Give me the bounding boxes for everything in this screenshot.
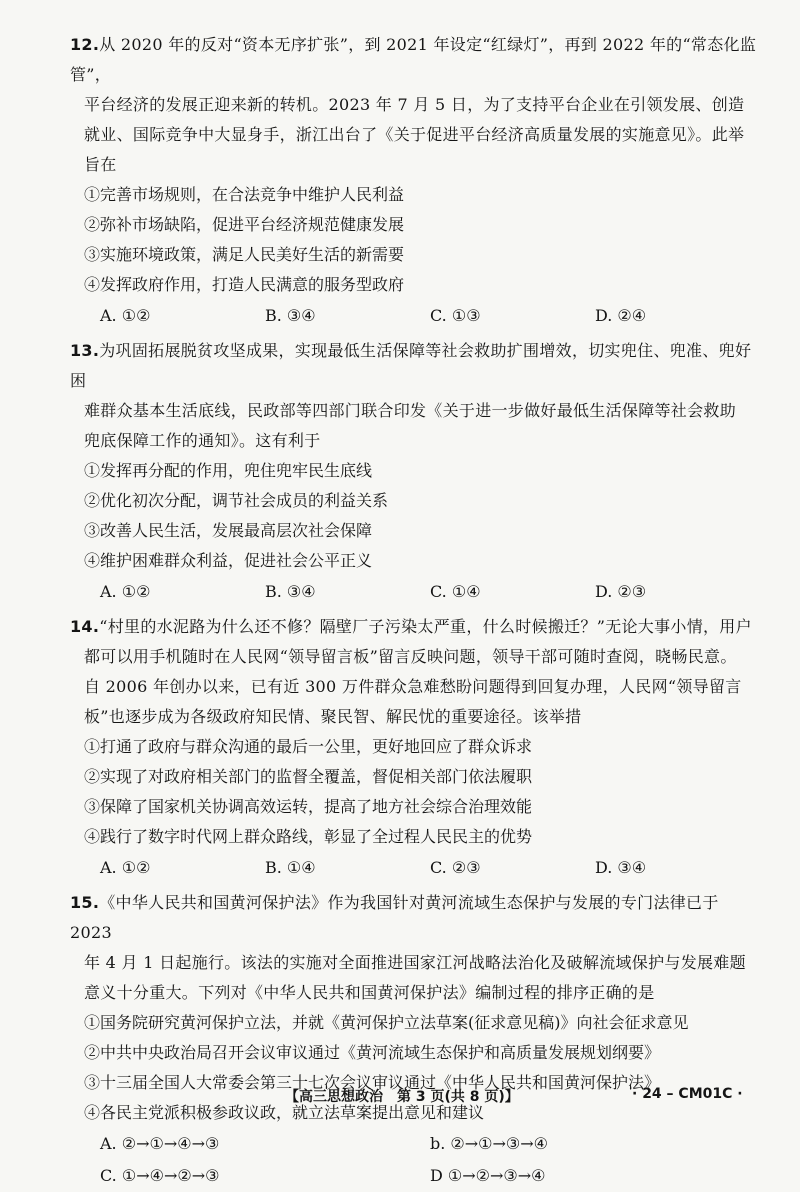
question-13	[70, 336, 760, 608]
choice-b: B. ③④	[265, 582, 316, 601]
option-item: ③实施环境政策，满足人民美好生活的新需要	[84, 245, 405, 264]
stem-line: 板”也逐步成为各级政府知民情、聚民智、解民忧的重要途径。该举措	[84, 707, 582, 726]
option-item: ②中共中央政治局召开会议审议通过《黄河流域生态保护和高质量发展规划纲要》	[84, 1043, 661, 1062]
option-item: ②优化初次分配，调节社会成员的利益关系	[84, 491, 389, 510]
choice-a: A. ①②	[100, 858, 151, 877]
choice-a: A. ①②	[100, 582, 151, 601]
choice-c: C. ②③	[430, 858, 481, 877]
choice-b: b. ②→①→③→④	[430, 1134, 549, 1153]
choice-a: A. ①②	[100, 306, 151, 325]
paper-code: · 24 – CM01C ·	[632, 1086, 743, 1102]
stem-line: 年 4 月 1 日起施行。该法的实施对全面推进国家江河战略法治化及破解流域保护与发展难题	[84, 953, 746, 972]
question-number: 12.	[70, 35, 100, 54]
option-item: ④践行了数字时代网上群众路线，彰显了全过程人民民主的优势	[84, 827, 533, 846]
choice-b: B. ③④	[265, 306, 316, 325]
stem-line: 意义十分重大。下列对《中华人民共和国黄河保护法》编制过程的排序正确的是	[84, 983, 655, 1002]
option-item: ③十三届全国人大常委会第三十七次会议审议通过《中华人民共和国黄河保护法》	[84, 1073, 661, 1092]
stem-line: 自 2006 年创办以来，已有近 300 万件群众急难愁盼问题得到回复办理，人民网“领导留言	[84, 677, 742, 696]
choice-d: D. ②④	[595, 306, 647, 325]
question-stem	[70, 888, 760, 948]
option-item: ①完善市场规则，在合法竞争中维护人民利益	[84, 185, 405, 204]
choice-d: D. ②③	[595, 582, 647, 601]
question-number: 15.	[70, 893, 100, 912]
question-14	[70, 612, 760, 884]
stem-line: 就业、国际竞争中大显身手，浙江出台了《关于促进平台经济高质量发展的实施意见》。此举	[84, 125, 745, 144]
choice-c: C. ①→④→②→③	[100, 1166, 220, 1185]
stem-line: 从 2020 年的反对“资本无序扩张”，到 2021 年设定“红绿灯”，再到 2022 年的“常态化监管”，	[70, 35, 757, 84]
option-item: ①发挥再分配的作用，兜住兜牢民生底线	[84, 461, 373, 480]
choice-d: D. ③④	[595, 858, 647, 877]
choice-a: A. ②→①→④→③	[100, 1134, 220, 1153]
answer-choices	[70, 576, 760, 608]
choice-c: C. ①③	[430, 306, 481, 325]
stem-line: 旨在	[84, 155, 117, 174]
option-item: ③保障了国家机关协调高效运转，提高了地方社会综合治理效能	[84, 797, 533, 816]
choice-d: D ①→②→③→④	[430, 1166, 546, 1185]
question-12	[70, 30, 760, 332]
option-item: ④各民主党派积极参政议政，就立法草案提出意见和建议	[84, 1103, 485, 1122]
stem-line: 难群众基本生活底线，民政部等四部门联合印发《关于进一步做好最低生活保障等社会救助	[84, 401, 737, 420]
option-item: ②实现了对政府相关部门的监督全覆盖，督促相关部门依法履职	[84, 767, 533, 786]
option-item: ④维护困难群众利益，促进社会公平正义	[84, 551, 373, 570]
answer-choices	[70, 852, 760, 884]
choice-b: B. ①④	[265, 858, 316, 877]
option-item: ①国务院研究黄河保护立法，并就《黄河保护立法草案(征求意见稿)》向社会征求意见	[84, 1013, 689, 1032]
question-stem	[70, 612, 760, 642]
question-stem	[70, 30, 760, 90]
option-item: ①打通了政府与群众沟通的最后一公里，更好地回应了群众诉求	[84, 737, 533, 756]
option-item: ④发挥政府作用，打造人民满意的服务型政府	[84, 275, 405, 294]
question-number: 13.	[70, 341, 100, 360]
stem-line: 平台经济的发展正迎来新的转机。2023 年 7 月 5 日，为了支持平台企业在引领发展、创造	[84, 95, 745, 114]
stem-line: 《中华人民共和国黄河保护法》作为我国针对黄河流域生态保护与发展的专门法律已于 2023	[70, 893, 719, 942]
question-15	[70, 888, 760, 1192]
option-item: ③改善人民生活，发展最高层次社会保障	[84, 521, 373, 540]
answer-choices	[70, 1128, 760, 1192]
stem-line: “村里的水泥路为什么还不修？隔壁厂子污染太严重，什么时候搬迁？”无论大事小情，用户	[99, 617, 752, 636]
stem-line: 都可以用手机随时在人民网“领导留言板”留言反映问题，领导干部可随时查阅，晓畅民意。	[84, 647, 737, 666]
question-stem	[70, 336, 760, 396]
choice-c: C. ①④	[430, 582, 481, 601]
option-item: ②弥补市场缺陷，促进平台经济规范健康发展	[84, 215, 405, 234]
stem-line: 为巩固拓展脱贫攻坚成果，实现最低生活保障等社会救助扩围增效，切实兜住、兜准、兜好困	[70, 341, 752, 390]
question-number: 14.	[70, 617, 100, 636]
answer-choices	[70, 300, 760, 332]
stem-line: 兜底保障工作的通知》。这有利于	[84, 431, 321, 450]
page-info: 【高三思想政治 第 3 页(共 8 页)】	[285, 1089, 519, 1105]
